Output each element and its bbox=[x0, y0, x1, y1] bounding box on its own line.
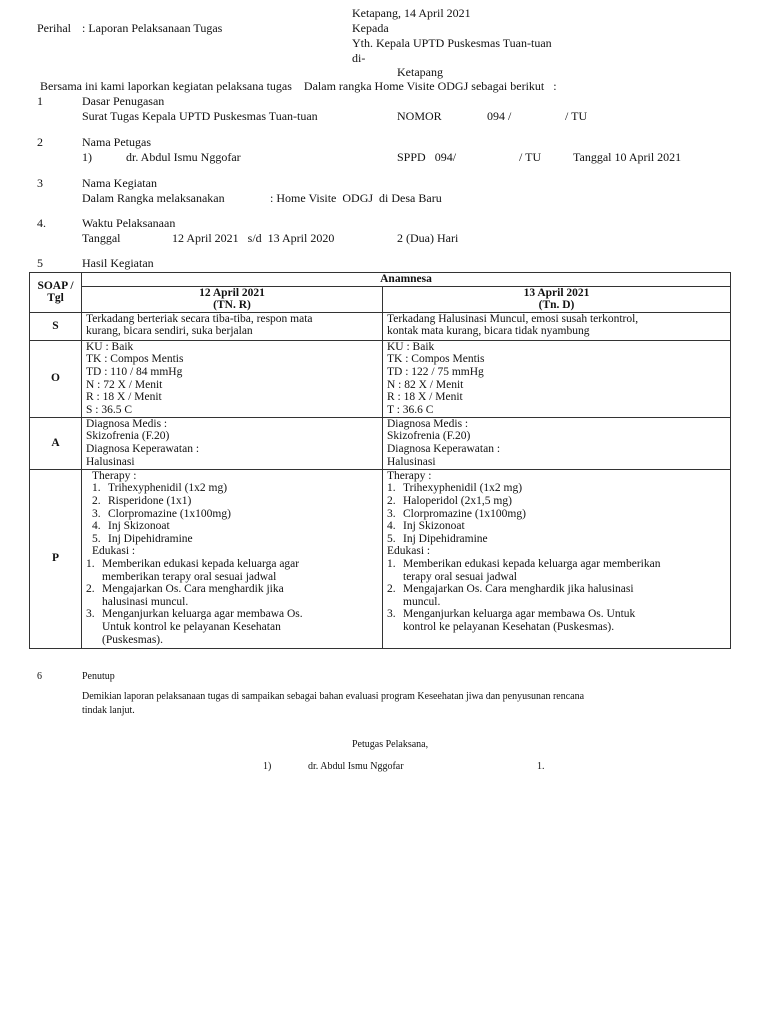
patient-1-name: (TN. R) bbox=[213, 299, 251, 312]
edukasi-item: 3. Menganjurkan keluarga agar membawa Os. Untuk kontrol ke pelayanan Kesehatan (Puskesmas). bbox=[86, 608, 303, 646]
patient-2-header bbox=[383, 286, 731, 312]
row-label-p: P bbox=[30, 469, 82, 648]
text-line: R : 18 X / Menit bbox=[387, 391, 463, 404]
therapy-item: 4. Inj Skizonoat bbox=[92, 520, 170, 533]
text-line: Diagnosa Medis : bbox=[387, 417, 469, 430]
therapy-label: Therapy : bbox=[387, 469, 432, 482]
text-line: Skizofrenia (F.20) bbox=[86, 430, 170, 443]
edukasi-item: 2. Mengajarkan Os. Cara menghardik jika halusinasi muncul. bbox=[86, 583, 284, 608]
section-3-number: 3 bbox=[37, 176, 43, 190]
sppd-date: Tanggal 10 April 2021 bbox=[573, 150, 682, 164]
section-6-title: Penutup bbox=[82, 671, 115, 682]
section-6-number: 6 bbox=[37, 671, 42, 682]
text-line: Diagnosa Keperawatan : bbox=[387, 442, 501, 455]
therapy-item: 5. Inj Dipehidramine bbox=[387, 532, 488, 545]
row-label-a: A bbox=[30, 417, 82, 469]
section-1-letter: Surat Tugas Kepala UPTD Puskesmas Tuan-tuan bbox=[82, 109, 318, 123]
date-label: Tanggal bbox=[82, 231, 121, 245]
di-label: di- bbox=[352, 51, 366, 65]
date-range: 12 April 2021 s/d 13 April 2020 bbox=[172, 231, 335, 245]
text-line: Terkadang berteriak secara tiba-tiba, respon mata bbox=[86, 312, 313, 325]
activity-value: : Home Visite ODGJ di Desa Baru bbox=[270, 191, 442, 205]
intro-text: Bersama ini kami laporkan kegiatan pelaksana tugas Dalam rangka Home Visite ODGJ sebagai berikut : bbox=[40, 79, 557, 93]
patient-1-objective bbox=[82, 340, 383, 417]
text-line: TD : 122 / 75 mmHg bbox=[387, 365, 484, 378]
text-line: R : 18 X / Menit bbox=[86, 391, 162, 404]
section-4-title: Waktu Pelaksanaan bbox=[82, 216, 176, 230]
edukasi-item: 3. Menganjurkan keluarga agar membawa Os. Untuk kontrol ke pelayanan Kesehatan (Puskesmas). bbox=[387, 608, 636, 633]
section-2-number: 2 bbox=[37, 135, 43, 149]
text-line: N : 72 X / Menit bbox=[86, 378, 163, 391]
text-line: Diagnosa Keperawatan : bbox=[86, 442, 200, 455]
recipient-city: Ketapang bbox=[397, 65, 443, 79]
officer-index: 1) bbox=[82, 150, 92, 164]
patient-2-assessment bbox=[383, 417, 731, 469]
recipient: Yth. Kepala UPTD Puskesmas Tuan-tuan bbox=[352, 36, 552, 50]
section-5-title: Hasil Kegiatan bbox=[82, 256, 154, 270]
text-line: TK : Compos Mentis bbox=[86, 353, 184, 366]
section-2-title: Nama Petugas bbox=[82, 135, 151, 149]
sppd-tu: / TU bbox=[519, 150, 542, 164]
section-1-nomor-label: NOMOR bbox=[397, 109, 442, 123]
kepada-label: Kepada bbox=[352, 21, 389, 35]
activity-label: Dalam Rangka melaksanakan bbox=[82, 191, 225, 205]
text-line: N : 82 X / Menit bbox=[387, 378, 464, 391]
edukasi-item: 2. Mengajarkan Os. Cara menghardik jika halusinasi muncul. bbox=[387, 583, 634, 608]
therapy-item: 1. Trihexyphenidil (1x2 mg) bbox=[92, 482, 228, 495]
text-line: Halusinasi bbox=[86, 455, 135, 468]
patient-2-date: 13 April 2021 bbox=[523, 286, 590, 299]
text-line: T : 36.6 C bbox=[387, 403, 434, 416]
text-line: kontak mata kurang, bicara tidak nyambung bbox=[387, 325, 590, 338]
edukasi-item: 1. Memberikan edukasi kepada keluarga agar memberikan terapy oral sesuai jadwal bbox=[387, 557, 661, 583]
patient-1-subjective bbox=[82, 312, 383, 340]
therapy-item: 2. Haloperidol (2x1,5 mg) bbox=[387, 494, 512, 507]
patient-2-subjective bbox=[383, 312, 731, 340]
row-label-s: S bbox=[30, 312, 82, 340]
text-line: TK : Compos Mentis bbox=[387, 353, 485, 366]
therapy-item: 4. Inj Skizonoat bbox=[387, 520, 465, 533]
therapy-item: 2. Risperidone (1x1) bbox=[92, 494, 192, 507]
section-5-number: 5 bbox=[37, 256, 43, 270]
text-line: Terkadang Halusinasi Muncul, emosi susah terkontrol, bbox=[387, 312, 639, 325]
therapy-item: 5. Inj Dipehidramine bbox=[92, 532, 193, 545]
closing-text-line-2: tindak lanjut. bbox=[82, 705, 135, 716]
soap-column-header: SOAP / Tgl bbox=[30, 273, 82, 313]
patient-1-plan bbox=[82, 469, 383, 648]
perihal-value: : Laporan Pelaksanaan Tugas bbox=[82, 21, 223, 35]
section-4-number: 4. bbox=[37, 216, 46, 230]
text-line: KU : Baik bbox=[86, 340, 134, 353]
section-1-nomor-value: 094 / bbox=[487, 109, 512, 123]
text-line: S : 36.5 C bbox=[86, 403, 133, 416]
anamnesa-header: Anamnesa bbox=[82, 273, 731, 287]
closing-text-line-1: Demikian laporan pelaksanaan tugas di sampaikan sebagai bahan evaluasi program Keseehatan jiwa dan penyusunan rencana bbox=[82, 691, 585, 702]
therapy-item: 1. Trihexyphenidil (1x2 mg) bbox=[387, 482, 523, 495]
officer-name: dr. Abdul Ismu Nggofar bbox=[126, 150, 241, 164]
text-line: Halusinasi bbox=[387, 455, 436, 468]
section-1-number: 1 bbox=[37, 94, 43, 108]
soap-table bbox=[29, 272, 731, 649]
patient-2-name: (Tn. D) bbox=[538, 299, 575, 312]
text-line: TD : 110 / 84 mmHg bbox=[86, 365, 183, 378]
therapy-item: 3. Clorpromazine (1x100mg) bbox=[387, 507, 526, 520]
signatory-2-index: 1. bbox=[537, 761, 545, 772]
duration: 2 (Dua) Hari bbox=[397, 231, 459, 245]
perihal-label: Perihal bbox=[37, 21, 71, 35]
section-3-title: Nama Kegiatan bbox=[82, 176, 157, 190]
place-date: Ketapang, 14 April 2021 bbox=[352, 6, 471, 20]
signatory-name: dr. Abdul Ismu Nggofar bbox=[308, 761, 404, 772]
text-line: Diagnosa Medis : bbox=[86, 417, 168, 430]
petugas-label: Petugas Pelaksana, bbox=[352, 739, 429, 750]
section-1-title: Dasar Penugasan bbox=[82, 94, 165, 108]
row-label-o: O bbox=[30, 340, 82, 417]
patient-2-objective bbox=[383, 340, 731, 417]
sppd-number: SPPD 094/ bbox=[397, 150, 457, 164]
patient-1-assessment bbox=[82, 417, 383, 469]
patient-1-date: 12 April 2021 bbox=[199, 286, 265, 299]
edukasi-item: 1. Memberikan edukasi kepada keluarga agar memberikan terapy oral sesuai jadwal bbox=[86, 557, 300, 583]
section-1-tu: / TU bbox=[565, 109, 588, 123]
therapy-label: Therapy : bbox=[92, 469, 137, 482]
patient-2-plan bbox=[383, 469, 731, 648]
text-line: kurang, bicara sendiri, suka berjalan bbox=[86, 325, 253, 338]
edukasi-label: Edukasi : bbox=[92, 545, 136, 558]
text-line: KU : Baik bbox=[387, 340, 435, 353]
signatory-index: 1) bbox=[263, 761, 272, 772]
text-line: Skizofrenia (F.20) bbox=[387, 430, 471, 443]
patient-1-header bbox=[82, 286, 383, 312]
therapy-item: 3. Clorpromazine (1x100mg) bbox=[92, 507, 231, 520]
edukasi-label: Edukasi : bbox=[387, 545, 431, 558]
